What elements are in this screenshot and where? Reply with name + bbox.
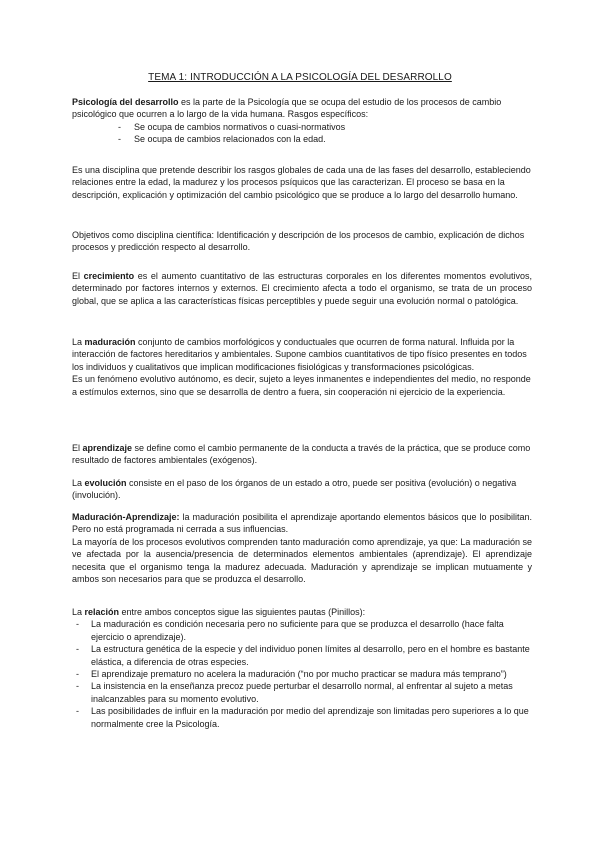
mad-apr-extra: La mayoría de los procesos evolutivos comprenden tanto maduración como aprendizaje, ya que: La maduración se ve afectada por la ausencia/presencia de determinados elementos ambientales (aprendizaje). El aprendizaje necesita que el organismo tenga la madurez adecuada. Maduración y aprendizaje se implican mutuamente y ambos son necesarios para que se produzca el desarrollo. — [72, 536, 532, 585]
intro-body: es la parte de la Psicología que se ocupa del estudio de los procesos de cambio psicológico que ocurren a lo largo de la vida humana. Rasgos específicos: — [72, 97, 502, 120]
evolucion-paragraph — [72, 477, 532, 502]
intro-paragraph — [72, 96, 532, 146]
evolucion-term: evolución — [84, 478, 127, 488]
crecimiento-paragraph — [72, 270, 532, 307]
list-item: - Se ocupa de cambios relacionados con la edad. — [72, 133, 532, 145]
objetivos-paragraph: Objetivos como disciplina científica: Identificación y descripción de los procesos de cambio, explicación de dichos procesos y predicción respecto al desarrollo. — [72, 230, 525, 253]
relacion-paragraph — [72, 606, 532, 730]
disciplina-paragraph: Es una disciplina que pretende describir los rasgos globales de cada una de las fases del desarrollo, estableciendo relaciones entre la edad, la madurez y los procesos psíquicos que las caracterizan. El proceso se basa en la descripción, explicación y optimización del cambio psicológico que se produce a lo largo del desarrollo humano. — [72, 165, 531, 200]
relacion-term: relación — [84, 607, 120, 617]
relacion-text — [72, 606, 532, 618]
maduracion-term: maduración — [84, 337, 136, 347]
page-title: TEMA 1: INTRODUCCIÓN A LA PSICOLOGÍA DEL DESARROLLO — [148, 72, 452, 83]
evolucion-body: consiste en el paso de los órganos de un estado a otro, puede ser positiva (evolución) o negativa (involución). — [72, 478, 517, 501]
list-item: - Se ocupa de cambios normativos o cuasi-normativos — [72, 121, 532, 133]
mad-apr-text — [72, 511, 532, 536]
relacion-list — [72, 618, 532, 730]
list-item: - El aprendizaje prematuro no acelera la maduración (“no por mucho practicar se madura más temprano”) — [72, 668, 532, 680]
maduracion-pre: La — [72, 337, 85, 347]
list-item: - La estructura genética de la especie y del individuo ponen límites al desarrollo, pero en el hombre es bastante elástica, a diferencia de otras especies. — [72, 643, 532, 668]
maduracion-paragraph — [72, 336, 532, 398]
intro-term: Psicología del desarrollo — [72, 97, 179, 107]
crecimiento-body: es el aumento cuantitativo de las estructuras corporales en los diferentes momentos evolutivos, determinado por factores internos y externos. El crecimiento afecta a todo el organismo, se trata de un proceso global, que se aplica a las características físicas perceptibles y puede seguir una evolución normal o patológica. — [72, 271, 532, 306]
aprendizaje-pre: El — [72, 443, 83, 453]
mad-apr-paragraph — [72, 511, 532, 585]
crecimiento-pre: El — [72, 271, 84, 281]
evolucion-pre: La — [72, 478, 85, 488]
maduracion-body: conjunto de cambios morfológicos y conductuales que ocurren de forma natural. Influida por la interacción de factores hereditarios y ambientales. Supone cambios cuantitativos de tipo físico presentes en todos los individuos y cualitativos que implican modificaciones fisiológicas y transformaciones psicológicas. — [72, 337, 527, 372]
list-item: - La maduración es condición necesaria pero no suficiente para que se produzca el desarrollo (hace falta ejercicio o aprendizaje). — [72, 618, 532, 643]
aprendizaje-paragraph — [72, 442, 532, 467]
aprendizaje-body: se define como el cambio permanente de la conducta a través de la práctica, que se produce como resultado de factores ambientales (exógenos). — [72, 443, 531, 466]
intro-text — [72, 96, 532, 121]
list-item: - Las posibilidades de influir en la maduración por medio del aprendizaje son limitadas pero superiores a lo que normalmente cree la Psicología. — [72, 705, 532, 730]
aprendizaje-term: aprendizaje — [82, 443, 133, 453]
crecimiento-term: crecimiento — [83, 271, 135, 281]
list-item: - La insistencia en la enseñanza precoz puede perturbar el desarrollo normal, al enfrentar al sujeto a metas inalcanzables para su momento evolutivo. — [72, 680, 532, 705]
maduracion-text — [72, 336, 532, 373]
maduracion-extra: Es un fenómeno evolutivo autónomo, es decir, sujeto a leyes inmanentes e independientes del medio, no responde a estímulos externos, sino que se desarrolla de dentro a fuera, sin cooperación ni ejercicio de la experiencia. — [72, 374, 531, 397]
mad-apr-body: la maduración posibilita el aprendizaje aportando elementos básicos que lo posibilitan. Pero no está programada ni cerrada a sus influencias. — [72, 512, 532, 535]
mad-apr-term: Maduración-Aprendizaje: — [72, 512, 180, 522]
relacion-pre: La — [72, 607, 85, 617]
intro-list — [72, 121, 532, 146]
relacion-body: entre ambos conceptos sigue las siguientes pautas (Pinillos): — [119, 607, 366, 617]
